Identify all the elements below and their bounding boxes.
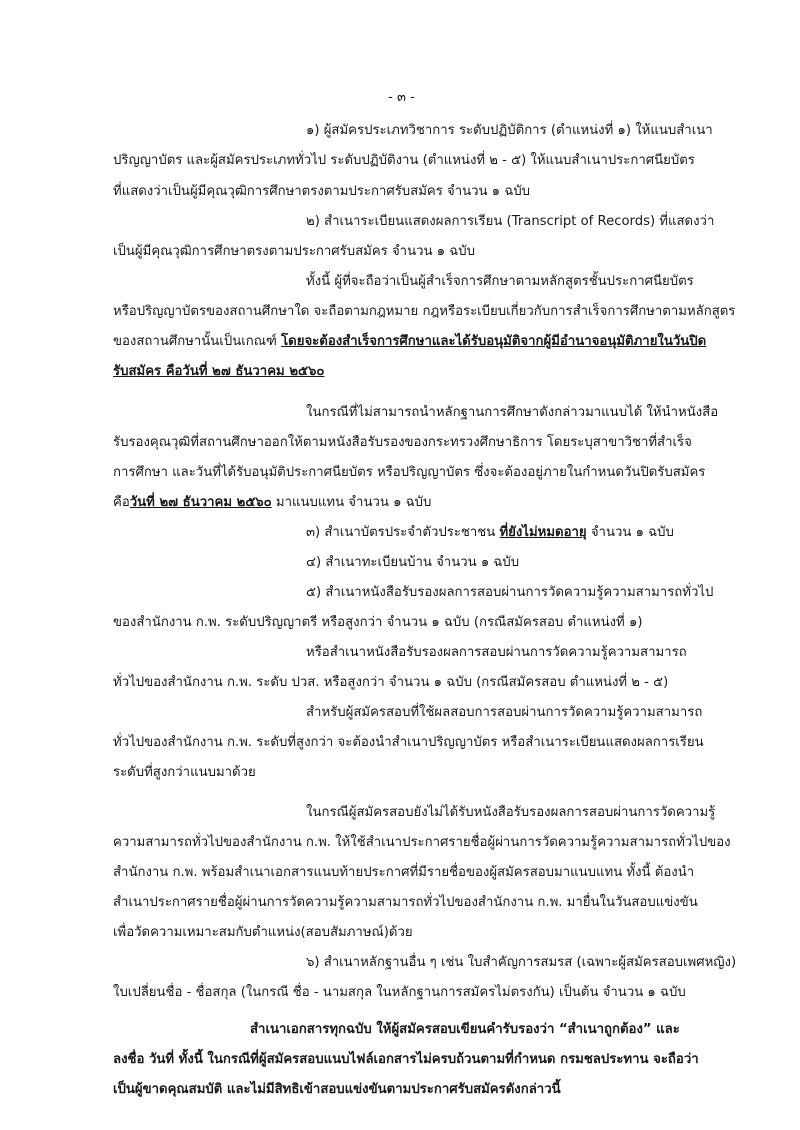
item6-line1: ๖) สำเนาหลักฐานอื่น ๆ เช่น ใบสำคัญการสมรส (เฉพาะผู้สมัครสอบเพศหญิง) — [306, 955, 737, 970]
nodoc-line4-prefix: คือ — [113, 495, 130, 510]
nodoc-line2: รับรองคุณวุฒิที่สถานศึกษาออกให้ตามหนังสือรับรองของกระทรวงศึกษาธิการ โดยระบุสาขาวิชาที่สำเร็จ — [113, 435, 692, 450]
nocert-line3: สำนักงาน ก.พ. พร้อมสำเนาเอกสารแนบท้ายประกาศที่มีรายชื่อของผู้สมัครสอบมาแนบแทน ทั้งนี้ ต้องนำ — [113, 865, 695, 880]
graduate-deadline-emphasis: โดยจะต้องสำเร็จการศึกษาและได้รับอนุมัติจากผู้มีอำนาจอนุมัติภายในวันปิด — [281, 334, 707, 349]
item3-suffix: จำนวน ๑ ฉบับ — [586, 525, 674, 540]
nodoc-line3: การศึกษา และวันที่ได้รับอนุมัติประกาศนียบัตร หรือปริญญาบัตร ซึ่งจะต้องอยู่ภายในกำหนดวันปิดรับสมัคร — [113, 465, 706, 480]
item5-line1: ๕) สำเนาหนังสือรับรองผลการสอบผ่านการวัดความรู้ความสามารถทั่วไป — [306, 585, 714, 600]
nodoc-line1: ในกรณีที่ไม่สามารถนำหลักฐานการศึกษาดังกล่าวมาแนบได้ ให้นำหนังสือ — [306, 405, 719, 420]
item3-not-expired: ที่ยังไม่หมดอายุ — [499, 525, 587, 540]
page-number: - ๓ - — [388, 90, 415, 105]
item2-line1: ๒) สำเนาระเบียนแสดงผลการเรียน (Transcript of Records) ที่แสดงว่า — [306, 214, 715, 229]
item4-line: ๔) สำเนาทะเบียนบ้าน จำนวน ๑ ฉบับ — [306, 555, 520, 570]
item3-prefix: ๓) สำเนาบัตรประจำตัวประชาชน — [306, 525, 500, 540]
graduate-line3 — [113, 332, 706, 354]
nocert-line4: สำเนาประกาศรายชื่อผู้ผ่านการวัดความรู้ความสามารถทั่วไปของสำนักงาน ก.พ. มายื่นในวันสอบแข่งขัน — [113, 895, 698, 910]
notice-line2: ลงชื่อ วันที่ ทั้งนี้ ในกรณีที่ผู้สมัครสอบแนบไฟล์เอกสารไม่ครบถ้วนตามที่กำหนด กรมชลประทาน จะถือว่า — [113, 1052, 699, 1067]
item5-line4: ทั่วไปของสำนักงาน ก.พ. ระดับ ปวส. หรือสูงกว่า จำนวน ๑ ฉบับ (กรณีสมัครสอบ ตำแหน่งที่ ๒ - ๕) — [113, 675, 669, 690]
item5-line5: สำหรับผู้สมัครสอบที่ใช้ผลสอบการสอบผ่านการวัดความรู้ความสามารถ — [306, 705, 703, 720]
item1-line1: ๑) ผู้สมัครประเภทวิชาการ ระดับปฏิบัติการ (ตำแหน่งที่ ๑) ให้แนบสำเนา — [306, 123, 713, 138]
item1-line3: ที่แสดงว่าเป็นผู้มีคุณวุฒิการศึกษาตรงตามประกาศรับสมัคร จำนวน ๑ ฉบับ — [113, 184, 531, 199]
graduate-line2: หรือปริญญาบัตรของสถานศึกษาใด จะถือตามกฎหมาย กฎหรือระเบียบเกี่ยวกับการสำเร็จการศึกษาตามหลักสูตร — [113, 304, 736, 319]
nodoc-line4 — [113, 493, 431, 515]
item5-line2: ของสำนักงาน ก.พ. ระดับปริญญาตรี หรือสูงกว่า จำนวน ๑ ฉบับ (กรณีสมัครสอบ ตำแหน่งที่ ๑) — [113, 615, 643, 630]
nodoc-line4-suffix: มาแนบแทน จำนวน ๑ ฉบับ — [271, 495, 432, 510]
nodoc-deadline-date: วันที่ ๒๗ ธันวาคม ๒๕๖๐ — [129, 495, 272, 510]
item5-line7: ระดับที่สูงกว่าแนบมาด้วย — [113, 765, 256, 780]
item3-line — [306, 523, 674, 545]
item5-line6: ทั่วไปของสำนักงาน ก.พ. ระดับที่สูงกว่า จะต้องนำสำเนาปริญญาบัตร หรือสำเนาระเบียนแสดงผลการเรียน — [113, 735, 704, 750]
nocert-line1: ในกรณีผู้สมัครสอบยังไม่ได้รับหนังสือรับรองผลการสอบผ่านการวัดความรู้ — [306, 805, 716, 820]
notice-line1: สำเนาเอกสารทุกฉบับ ให้ผู้สมัครสอบเขียนคำรับรองว่า “สำเนาถูกต้อง” และ — [250, 1022, 680, 1037]
item6-line2: ใบเปลี่ยนชื่อ - ชื่อสกุล (ในกรณี ชื่อ - นามสกุล ในหลักฐานการสมัครไม่ตรงกัน) เป็นต้น จำนวน ๑ ฉบับ — [113, 985, 686, 1000]
nocert-line2: ความสามารถทั่วไปของสำนักงาน ก.พ. ให้ใช้สำเนาประกาศรายชื่อผู้ผ่านการวัดความรู้ความสามารถทั่วไปของ — [113, 835, 731, 850]
graduate-line4: รับสมัคร คือวันที่ ๒๗ ธันวาคม ๒๕๖๐ — [113, 364, 325, 379]
nocert-line5: เพื่อวัดความเหมาะสมกับตำแหน่ง(สอบสัมภาษณ์)ด้วย — [113, 925, 413, 940]
item2-line2: เป็นผู้มีคุณวุฒิการศึกษาตรงตามประกาศรับสมัคร จำนวน ๑ ฉบับ — [113, 244, 475, 259]
graduate-line3-plain: ของสถานศึกษานั้นเป็นเกณฑ์ — [113, 334, 282, 349]
graduate-line1: ทั้งนี้ ผู้ที่จะถือว่าเป็นผู้สำเร็จการศึกษาตามหลักสูตรชั้นประกาศนียบัตร — [306, 274, 694, 289]
notice-line3: เป็นผู้ขาดคุณสมบัติ และไม่มีสิทธิเข้าสอบแข่งขันตามประกาศรับสมัครดังกล่าวนี้ — [113, 1082, 561, 1097]
item1-line2: ปริญญาบัตร และผู้สมัครประเภททั่วไป ระดับปฏิบัติงาน (ตำแหน่งที่ ๒ - ๕) ให้แนบสำเนาประกาศนียบัตร — [113, 153, 695, 168]
item5-line3: หรือสำเนาหนังสือรับรองผลการสอบผ่านการวัดความรู้ความสามารถ — [306, 645, 687, 660]
